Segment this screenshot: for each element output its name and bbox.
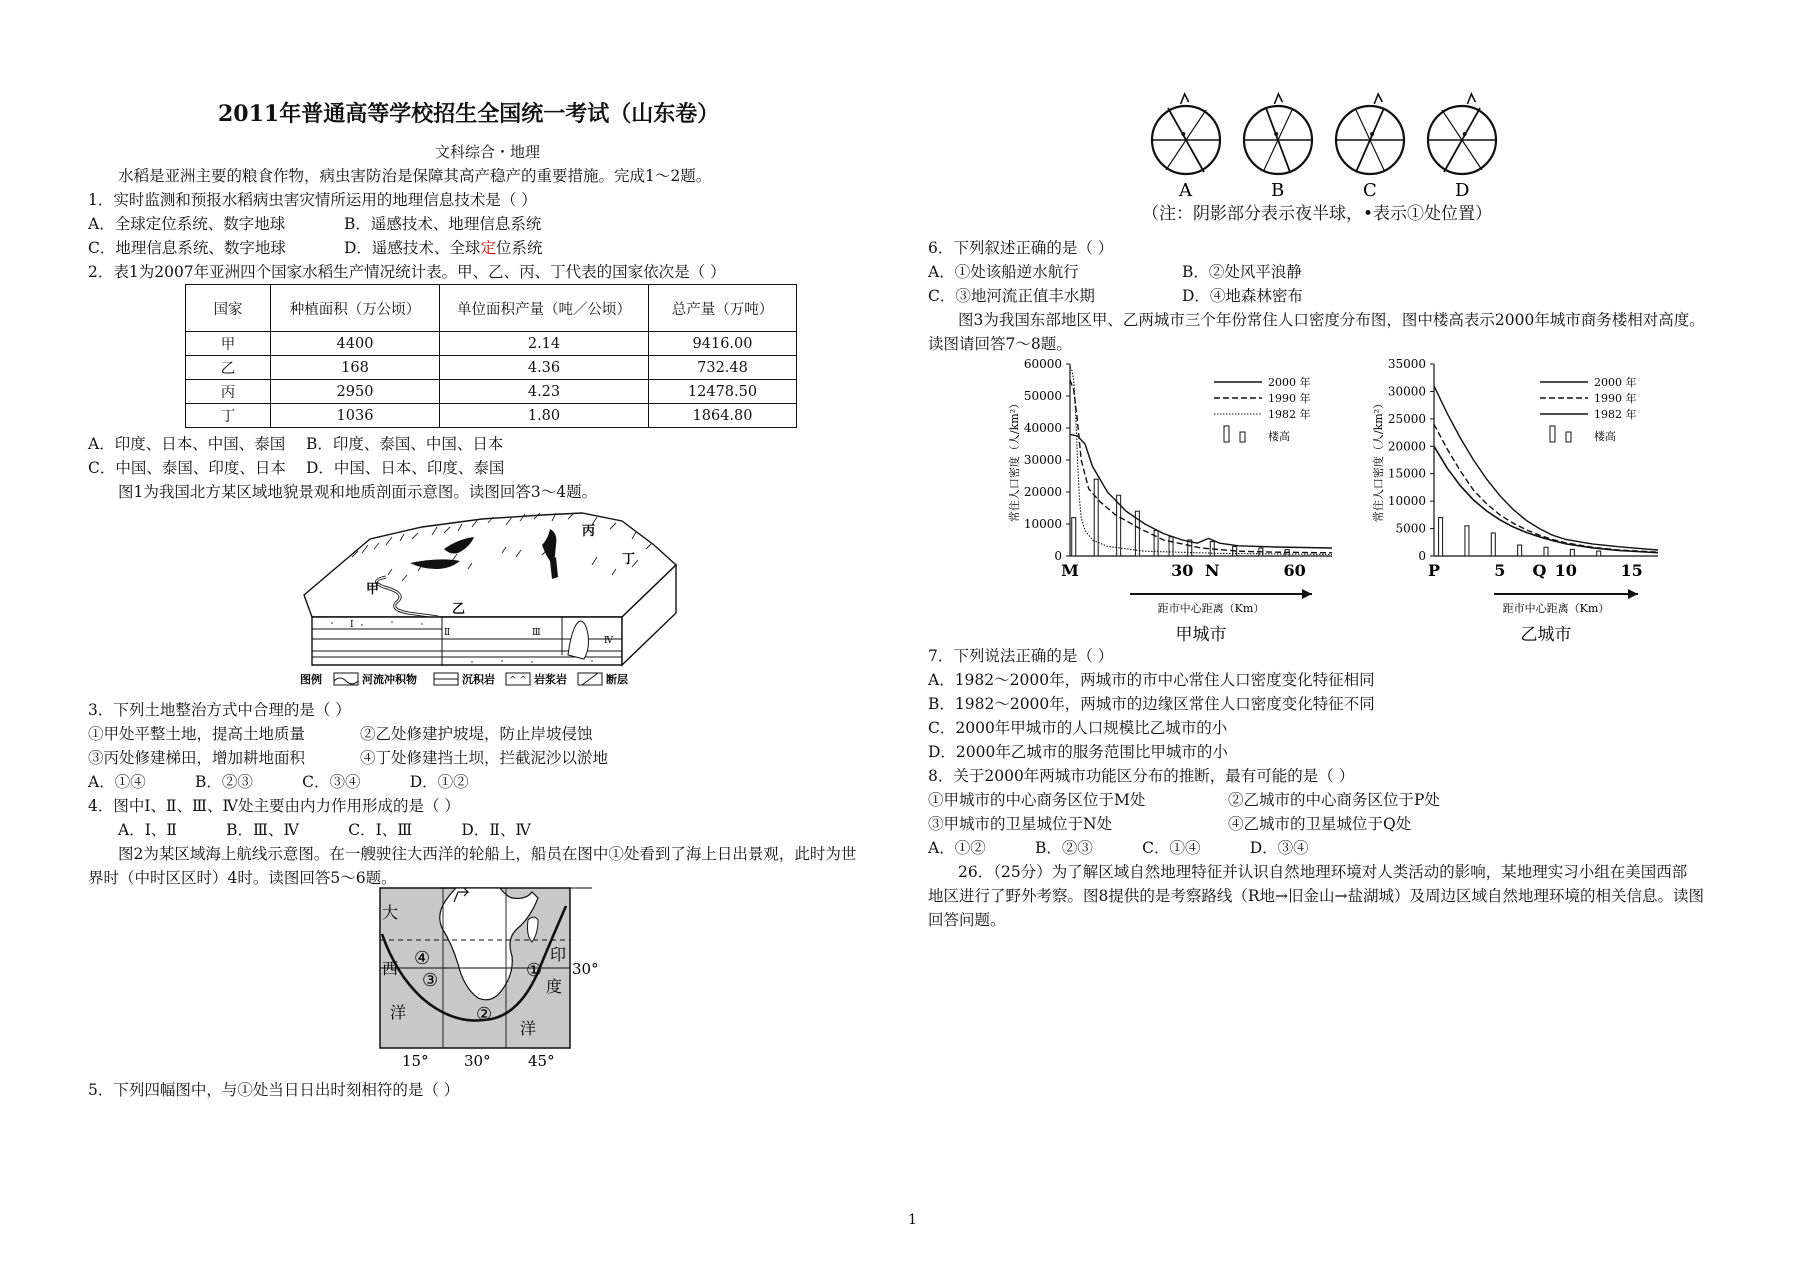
page-number: 1 xyxy=(908,1212,917,1228)
globe-label: B xyxy=(1271,180,1285,201)
q8-item-2: ②乙城市的中心商务区位于P处 xyxy=(1228,791,1440,809)
legend-label: 2000 年 xyxy=(1594,376,1637,389)
q7-option-a: A．1982～2000年，两城市的市中心常住人口密度变化特征相同 xyxy=(928,671,1375,689)
chart-title: 甲城市 xyxy=(1175,625,1227,645)
table-cell: 甲 xyxy=(186,332,271,356)
globe-position-dot xyxy=(1181,132,1185,136)
fig2-lon-45: 45° xyxy=(528,1052,555,1070)
x-axis-arrow-head xyxy=(1628,589,1638,599)
table-cell: 732.48 xyxy=(649,356,797,380)
svg-text:^ ^: ^ ^ xyxy=(509,676,527,686)
q8-stem: 8．关于2000年两城市功能区分布的推断，最有可能的是（ ） xyxy=(928,767,1355,785)
table-header: 种植面积（万公顷） xyxy=(271,285,440,332)
legend-building-tall xyxy=(1550,426,1555,442)
legend-building-short xyxy=(1566,432,1571,442)
q6-option-a: A．①处该船逆水航行 xyxy=(928,263,1079,281)
y-tick-label: 60000 xyxy=(1023,357,1062,371)
x-tick-label: 5 xyxy=(1494,561,1506,580)
q8-item-1: ①甲城市的中心商务区位于M处 xyxy=(928,791,1146,809)
globe-position-dot xyxy=(1463,132,1467,136)
fig2-ocean-atl-3: 洋 xyxy=(390,1003,407,1022)
q2-stem: 2．表1为2007年亚洲四个国家水稻生产情况统计表。甲、乙、丙、丁代表的国家依次是（ ） xyxy=(88,263,726,281)
fig2-ocean-ind-1: 印 xyxy=(550,945,567,964)
globe-position-dot xyxy=(1370,132,1374,136)
fig2-ocean-atl-1: 大 xyxy=(382,903,399,922)
fig1-landform-diagram xyxy=(292,505,692,689)
series-line xyxy=(1070,434,1332,548)
table-cell: 4.36 xyxy=(440,356,649,380)
fig2-ocean-atl-2: 西 xyxy=(382,959,399,978)
fig2-point-3: ③ xyxy=(422,970,439,991)
building-bar xyxy=(1154,530,1158,556)
page-title: 2011年普通高等学校招生全国统一考试（山东卷） xyxy=(218,101,720,127)
globe-north-marker xyxy=(1467,94,1475,104)
x-tick-label: Q xyxy=(1532,561,1547,580)
fig2-point-2: ② xyxy=(476,1004,493,1025)
q8-item-4: ④乙城市的卫星城位于Q处 xyxy=(1228,815,1412,833)
legend-label: 1982 年 xyxy=(1594,408,1637,421)
q6-option-d: D．④地森林密布 xyxy=(1182,287,1303,305)
table-cell: 丙 xyxy=(186,380,271,404)
building-bar xyxy=(1491,533,1495,556)
fig1-legend-alluvium: 河流冲积物 xyxy=(362,673,417,686)
q3-item-1: ①甲处平整土地，提高土地质量 xyxy=(88,725,306,743)
building-bar xyxy=(1169,537,1173,556)
q1-option-a: A．全球定位系统、数字地球 xyxy=(88,215,286,233)
fig2-ocean-ind-2: 度 xyxy=(546,977,563,996)
y-tick-label: 50000 xyxy=(1023,389,1062,403)
table-row xyxy=(186,380,797,404)
page-subtitle: 文科综合・地理 xyxy=(435,143,541,161)
y-tick-label: 25000 xyxy=(1387,411,1426,426)
q2-option-b: B．印度、泰国、中国、日本 xyxy=(306,435,504,453)
x-tick-label: 10 xyxy=(1554,561,1577,580)
fig1-label-ding: 丁 xyxy=(622,552,636,567)
table-row xyxy=(186,404,797,428)
y-tick-label: 10000 xyxy=(1023,517,1062,531)
q7-option-d: D．2000年乙城市的服务范围比甲城市的小 xyxy=(928,743,1228,761)
q8-item-3: ③甲城市的卫星城位于N处 xyxy=(928,815,1113,833)
q1-option-d xyxy=(344,238,542,258)
fig1-label-III: Ⅲ xyxy=(532,628,541,638)
table-cell: 1.80 xyxy=(440,404,649,428)
q6-stem: 6．下列叙述正确的是（ ） xyxy=(928,239,1114,257)
q8-choices: A．①② B．②③ C．①④ D．③④ xyxy=(928,839,1309,857)
q26-line3: 回答问题。 xyxy=(928,911,1006,929)
globe-label: A xyxy=(1179,180,1192,201)
fig3-intro-line2: 读图请回答7～8题。 xyxy=(928,335,1072,353)
table-header: 总产量（万吨） xyxy=(649,285,797,332)
q26-line2: 地区进行了野外考察。图8提供的是考察路线（R地→旧金山→盐湖城）及周边区域自然地理环境的相关信息。读图 xyxy=(928,887,1705,905)
intro-q1-2: 水稻是亚洲主要的粮食作物，病虫害防治是保障其高产稳产的重要措施。完成1～2题。 xyxy=(118,167,712,185)
y-tick-label: 40000 xyxy=(1023,421,1062,435)
table-row xyxy=(186,332,797,356)
table-cell: 9416.00 xyxy=(649,332,797,356)
fig2-intro-line1: 图2为某区域海上航线示意图。在一艘驶往大西洋的轮船上，船员在图中①处看到了海上日出景观，此时为世 xyxy=(118,845,857,863)
building-bar xyxy=(1570,549,1574,556)
globe xyxy=(1428,94,1496,201)
globe xyxy=(1336,94,1404,201)
fig1-intro: 图1为我国北方某区域地貌景观和地质剖面示意图。读图回答3～4题。 xyxy=(118,483,598,501)
q1-d-post: 位系统 xyxy=(495,239,543,257)
fig1-label-bing: 丙 xyxy=(582,524,596,539)
fig1-legend-title: 图例 xyxy=(300,673,322,686)
y-axis-label: 常住人口密度（人/km²） xyxy=(1372,397,1385,523)
building-bar xyxy=(1597,551,1601,556)
legend-label: 1990 年 xyxy=(1268,392,1311,405)
legend-label: 1990 年 xyxy=(1594,392,1637,405)
q3-item-4: ④丁处修建挡土坝，拦截泥沙以淤地 xyxy=(360,749,609,767)
q2-option-a: A．印度、日本、中国、泰国 xyxy=(88,435,286,453)
y-axis-label: 常住人口密度（人/km²） xyxy=(1008,397,1021,523)
y-tick-label: 0 xyxy=(1418,549,1426,563)
legend-label: 楼高 xyxy=(1594,430,1616,443)
fig1-label-I: Ⅰ xyxy=(350,620,354,630)
q3-item-3: ③丙处修建梯田，增加耕地面积 xyxy=(88,749,306,767)
fig2-lat-label: 30° xyxy=(572,960,599,978)
q3-choices: A．①④ B．②③ C．③④ D．①② xyxy=(88,773,469,791)
y-tick-label: 30000 xyxy=(1023,453,1062,467)
fig1-label-IV: Ⅳ xyxy=(604,636,613,646)
fig2-point-4: ④ xyxy=(414,948,431,969)
table-cell: 2.14 xyxy=(440,332,649,356)
table-cell: 1864.80 xyxy=(649,404,797,428)
building-bar xyxy=(1072,518,1076,556)
fig1-label-jia: 甲 xyxy=(366,582,380,597)
fig1-label-II: Ⅱ xyxy=(444,628,451,638)
table-row xyxy=(186,356,797,380)
globe-note: （注：阴影部分表示夜半球，•表示①处位置） xyxy=(1142,204,1493,224)
x-tick-label: 60 xyxy=(1283,561,1306,580)
legend-label: 1982 年 xyxy=(1268,408,1311,421)
q3-stem: 3．下列土地整治方式中合理的是（ ） xyxy=(88,701,351,719)
globe-north-marker xyxy=(1374,94,1382,104)
table-header-row xyxy=(186,285,797,332)
y-tick-label: 0 xyxy=(1054,549,1062,563)
table-cell: 乙 xyxy=(186,356,271,380)
fig2-ocean-ind-3: 洋 xyxy=(520,1019,537,1038)
q7-option-b: B．1982～2000年，两城市的边缘区常住人口密度变化特征不同 xyxy=(928,695,1375,713)
legend-building-short xyxy=(1240,432,1245,442)
fig2-lon-15: 15° xyxy=(402,1052,429,1070)
q4-choices: A．Ⅰ、Ⅱ B．Ⅲ、Ⅳ C．Ⅰ、Ⅲ D．Ⅱ、Ⅳ xyxy=(118,821,531,839)
legend-label: 楼高 xyxy=(1268,430,1290,443)
table-cell: 4.23 xyxy=(440,380,649,404)
x-axis-label: 距市中心距离（Km） xyxy=(1157,602,1265,615)
q4-stem: 4．图中Ⅰ、Ⅱ、Ⅲ、Ⅳ处主要由内力作用形成的是（ ） xyxy=(88,797,460,815)
q5-globes xyxy=(1150,86,1520,206)
series-line xyxy=(1070,380,1332,553)
q7-option-c: C．2000年甲城市的人口规模比乙城市的小 xyxy=(928,719,1228,737)
fig2-route-map xyxy=(370,884,600,1070)
fig2-point-1: ① xyxy=(526,960,543,981)
q1-option-c: C．地理信息系统、数字地球 xyxy=(88,239,286,257)
x-axis-arrow-head xyxy=(1302,589,1312,599)
building-bar xyxy=(1465,526,1469,556)
globe-north-marker xyxy=(1274,94,1282,104)
q26-line1: 26．（25分）为了解区域自然地理特征并认识自然地理环境对人类活动的影响，某地理实习小组在美国西部 xyxy=(958,863,1688,881)
table-cell: 4400 xyxy=(271,332,440,356)
globe xyxy=(1244,94,1312,201)
fig3-chart-yi xyxy=(1372,356,1678,646)
x-axis-label: 距市中心距离（Km） xyxy=(1502,602,1610,615)
fig2-lon-30: 30° xyxy=(464,1052,491,1070)
fig1-legend-fault: 断层 xyxy=(606,673,628,686)
fig1-label-yi: 乙 xyxy=(452,602,466,617)
q5-stem: 5．下列四幅图中，与①处当日日出时刻相符的是（ ） xyxy=(88,1081,460,1099)
q7-stem: 7．下列说法正确的是（ ） xyxy=(928,647,1114,665)
fig3-chart-jia xyxy=(1000,356,1360,646)
building-bar xyxy=(1518,545,1522,556)
globe xyxy=(1152,94,1220,201)
building-bar xyxy=(1544,547,1548,556)
building-bar xyxy=(1439,518,1443,556)
y-tick-label: 20000 xyxy=(1023,485,1062,499)
y-tick-label: 30000 xyxy=(1387,384,1426,399)
y-tick-label: 15000 xyxy=(1387,466,1426,481)
y-tick-label: 10000 xyxy=(1387,494,1426,509)
fig1-legend-sedimentary: 沉积岩 xyxy=(462,673,495,686)
q1-d-red: 定 xyxy=(480,239,496,257)
table-cell: 2950 xyxy=(271,380,440,404)
y-tick-label: 5000 xyxy=(1395,521,1426,536)
table-cell: 丁 xyxy=(186,404,271,428)
rice-table xyxy=(185,284,797,428)
q2-option-d: D．中国、日本、印度、泰国 xyxy=(306,459,505,477)
x-tick-label: 15 xyxy=(1620,561,1643,580)
fig2-intro-line2: 界时（中时区区时）4时。读图回答5～6题。 xyxy=(88,869,397,887)
fig3-intro-line1: 图3为我国东部地区甲、乙两城市三个年份常住人口密度分布图，图中楼高表示2000年城市商务楼相对高度。 xyxy=(958,311,1705,329)
y-tick-label: 35000 xyxy=(1387,357,1426,371)
x-tick-label: M xyxy=(1061,561,1079,580)
q2-option-c: C．中国、泰国、印度、日本 xyxy=(88,459,286,477)
q6-option-c: C．③地河流正值丰水期 xyxy=(928,287,1095,305)
globe-position-dot xyxy=(1274,132,1278,136)
x-tick-label: N xyxy=(1204,561,1220,580)
table-cell: 1036 xyxy=(271,404,440,428)
globe-north-marker xyxy=(1181,94,1189,104)
legend-label: 2000 年 xyxy=(1268,376,1311,389)
q1-d-pre: D．遥感技术、全球 xyxy=(344,239,481,257)
q3-item-2: ②乙处修建护坡堤，防止岸坡侵蚀 xyxy=(360,725,593,743)
x-tick-label: 30 xyxy=(1171,561,1194,580)
table-cell: 12478.50 xyxy=(649,380,797,404)
globe-label: D xyxy=(1455,180,1470,201)
y-tick-label: 20000 xyxy=(1387,439,1426,454)
x-tick-label: P xyxy=(1427,561,1441,580)
q1-stem: 1．实时监测和预报水稻病虫害灾情所运用的地理信息技术是（ ） xyxy=(88,191,537,209)
table-header: 国家 xyxy=(186,285,271,332)
building-bar xyxy=(1094,479,1098,556)
q1-option-b: B．遥感技术、地理信息系统 xyxy=(344,215,542,233)
globe-label: C xyxy=(1363,180,1377,201)
table-header: 单位面积产量（吨／公顷） xyxy=(440,285,649,332)
chart-title: 乙城市 xyxy=(1520,625,1572,645)
table-cell: 168 xyxy=(271,356,440,380)
q6-option-b: B．②处风平浪静 xyxy=(1182,263,1302,281)
fig1-legend-igneous: 岩浆岩 xyxy=(534,673,567,686)
legend-building-tall xyxy=(1224,426,1229,442)
